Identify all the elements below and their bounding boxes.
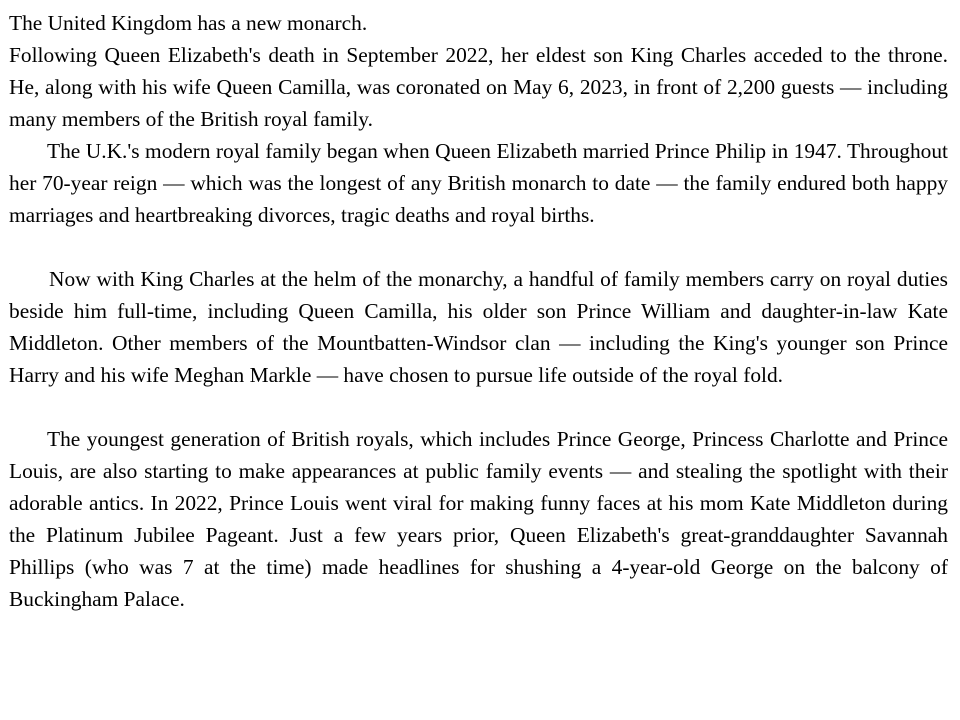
paragraph-working-royals: Now with King Charles at the helm of the monarchy, a handful of family members carry on royal duties beside him full-time, including Queen Camilla, his older son Prince William and daughter-in-law Kate Middleton. Other members of the Mountbatten-Windsor clan — including the King's younger son Prince Harry and his wife Meghan Markle — have chosen to pursue life outside of the royal fold.	[9, 267, 948, 387]
paragraph-succession: Following Queen Elizabeth's death in September 2022, her eldest son King Charles acceded to the throne. He, along with his wife Queen Camilla, was coronated on May 6, 2023, in front of 2,200 guests — including many members of the British royal family.	[9, 43, 948, 131]
paragraph-spacer	[9, 391, 948, 423]
paragraph-spacer	[9, 231, 948, 263]
paragraph-youngest-generation: The youngest generation of British royals, which includes Prince George, Princess Charlotte and Prince Louis, are also starting to make appearances at public family events — and stealing the spotlight with their adorable antics. In 2022, Prince Louis went viral for making funny faces at his mom Kate Middleton during the Platinum Jubilee Pageant. Just a few years prior, Queen Elizabeth's great-granddaughter Savannah Phillips (who was 7 at the time) made headlines for shushing a 4-year-old George on the balcony of Buckingham Palace.	[9, 427, 948, 611]
paragraph-modern-royal-family: The U.K.'s modern royal family began when Queen Elizabeth married Prince Philip in 1947. Throughout her 70-year reign — which was the longest of any British monarch to date — the family endured both happy marriages and heartbreaking divorces, tragic deaths and royal births.	[9, 139, 948, 227]
headline: The United Kingdom has a new monarch.	[9, 11, 368, 35]
document-body	[9, 7, 948, 615]
